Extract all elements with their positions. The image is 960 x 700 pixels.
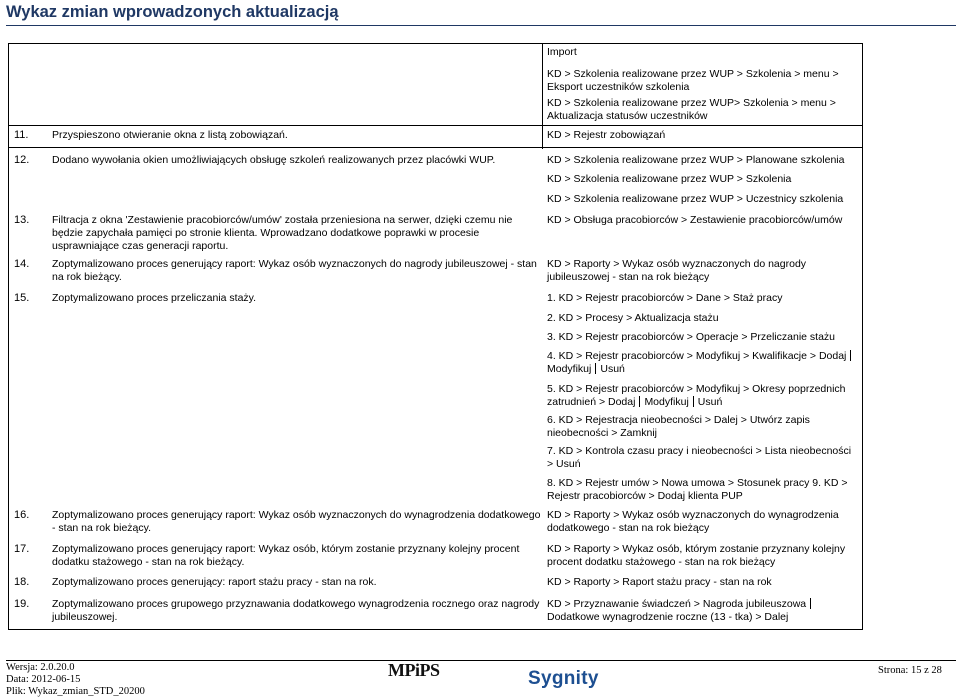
path-text: Dodatkowe wynagrodzenie roczne (13 - tka) > Dalej <box>547 611 789 623</box>
row-path: 2. KD > Procesy > Aktualizacja stażu <box>547 312 719 324</box>
row-number: 16. <box>14 509 30 521</box>
row-number: 15. <box>14 292 30 304</box>
row-path: KD > Raporty > Wykaz osób wyznaczonych do wynagrodzenia dodatkowego - stan na rok bieżący <box>547 509 839 534</box>
row-path: KD > Szkolenia realizowane przez WUP > Uczestnicy szkolenia <box>547 193 844 205</box>
footer-rule <box>6 660 956 661</box>
date-label: Data: 2012-06-15 <box>6 674 81 685</box>
row-description: Zoptymalizowano proces grupowego przyznawania dodatkowego wynagrodzenia rocznego oraz nagrody jubileuszowej. <box>52 598 540 623</box>
row-path <box>547 383 857 409</box>
separator-bar <box>850 350 851 361</box>
title-underline <box>6 25 956 26</box>
row-path: 7. KD > Kontrola czasu pracy i nieobecności > Lista nieobecności > Usuń <box>547 445 852 470</box>
sygnity-logo: Sygnity <box>528 668 599 689</box>
row-number: 13. <box>14 214 30 226</box>
row-number: 19. <box>14 598 30 610</box>
row-number: 11. <box>14 129 29 141</box>
row-number: 18. <box>14 576 30 588</box>
row-path: KD > Raporty > Wykaz osób, którym zostanie przyznany kolejny procent dodatku stażowego - stan na rok bieżący <box>547 543 846 568</box>
row-description: Zoptymalizowano proces generujący raport: Wykaz osób wyznaczonych do nagrody jubileuszowej - stan na rok bieżący. <box>52 258 537 283</box>
row-separator <box>8 147 863 148</box>
row-description: Zoptymalizowano proces generujący raport: Wykaz osób wyznaczonych do wynagrodzenia dodatkowego - stan na rok bieżący. <box>52 509 541 534</box>
row-description: Dodano wywołania okien umożliwiających obsługę szkoleń realizowanych przez placówki WUP. <box>52 154 496 166</box>
separator-bar <box>595 363 596 374</box>
row-path: 1. KD > Rejestr pracobiorców > Dane > Staż pracy <box>547 292 783 304</box>
path-text: Usuń <box>600 363 625 375</box>
footer-metadata <box>6 662 145 698</box>
version-label: Wersja: 2.0.20.0 <box>6 662 75 673</box>
separator-bar <box>639 396 640 407</box>
row-path: KD > Raporty > Wykaz osób wyznaczonych do nagrody jubileuszowej - stan na rok bieżący <box>547 258 807 283</box>
path-text: Modyfikuj <box>644 396 689 408</box>
path-text: 4. KD > Rejestr pracobiorców > Modyfikuj > Kwalifikacje > Dodaj <box>547 350 847 362</box>
row-path: KD > Rejestr zobowiązań <box>547 129 666 141</box>
row-number: 12. <box>14 154 30 166</box>
row-description: Zoptymalizowano proces generujący raport: Wykaz osób, którym zostanie przyznany kolejny procent dodatku stażowego - stan na rok bieżący. <box>52 543 520 568</box>
row-path <box>547 350 857 376</box>
row-separator <box>8 125 863 126</box>
row-path: 8. KD > Rejestr umów > Nowa umowa > Stosunek pracy 9. KD > Rejestr pracobiorców > Dodaj klienta PUP <box>547 477 848 502</box>
top-path-import: Import <box>547 46 577 58</box>
row-path: KD > Szkolenia realizowane przez WUP > Szkolenia <box>547 173 792 185</box>
row-path: KD > Obsługa pracobiorców > Zestawienie pracobiorców/umów <box>547 214 843 226</box>
row-description: Filtracja z okna 'Zestawienie pracobiorców/umów' została przeniesiona na serwer, dzięki czemu nie będzie zapychała pamięci po stronie klienta. Wprowadzano dodatkowe poprawki w procesie usprawniające czas generacji raportu. <box>52 214 513 252</box>
row-description: Przyspieszono otwieranie okna z listą zobowiązań. <box>52 129 288 141</box>
row-path: KD > Raporty > Raport stażu pracy - stan na rok <box>547 576 772 588</box>
row-number: 14. <box>14 258 30 270</box>
document-title: Wykaz zmian wprowadzonych aktualizacją <box>6 3 339 21</box>
mpips-logo: MPiPS <box>388 660 440 680</box>
row-description: Zoptymalizowano proces generujący: raport stażu pracy - stan na rok. <box>52 576 377 588</box>
top-path-export: KD > Szkolenia realizowane przez WUP > Szkolenia > menu > Eksport uczestników szkolenia <box>547 68 839 93</box>
path-text: KD > Przyznawanie świadczeń > Nagroda jubileuszowa <box>547 598 807 610</box>
page-number: Strona: 15 z 28 <box>878 665 942 676</box>
path-text: Modyfikuj <box>547 363 592 375</box>
separator-bar <box>810 598 811 609</box>
top-path-status: KD > Szkolenia realizowane przez WUP> Szkolenia > menu > Aktualizacja statusów uczestników <box>547 97 836 122</box>
path-text: Usuń <box>697 396 723 408</box>
row-path: 6. KD > Rejestracja nieobecności > Dalej > Utwórz zapis nieobecności > Zamknij <box>547 414 810 439</box>
path-text: 5. KD > Rejestr pracobiorców > Modyfikuj > Okresy poprzednich zatrudnień > Dodaj <box>547 383 846 408</box>
row-path <box>547 598 857 624</box>
row-description: Zoptymalizowano proces przeliczania staży. <box>52 292 257 304</box>
row-path: KD > Szkolenia realizowane przez WUP > Planowane szkolenia <box>547 154 845 166</box>
row-path: 3. KD > Rejestr pracobiorców > Operacje > Przeliczanie stażu <box>547 331 836 343</box>
file-label: Plik: Wykaz_zmian_STD_20200 <box>6 686 145 697</box>
separator-bar <box>693 396 694 407</box>
row-number: 17. <box>14 543 30 555</box>
